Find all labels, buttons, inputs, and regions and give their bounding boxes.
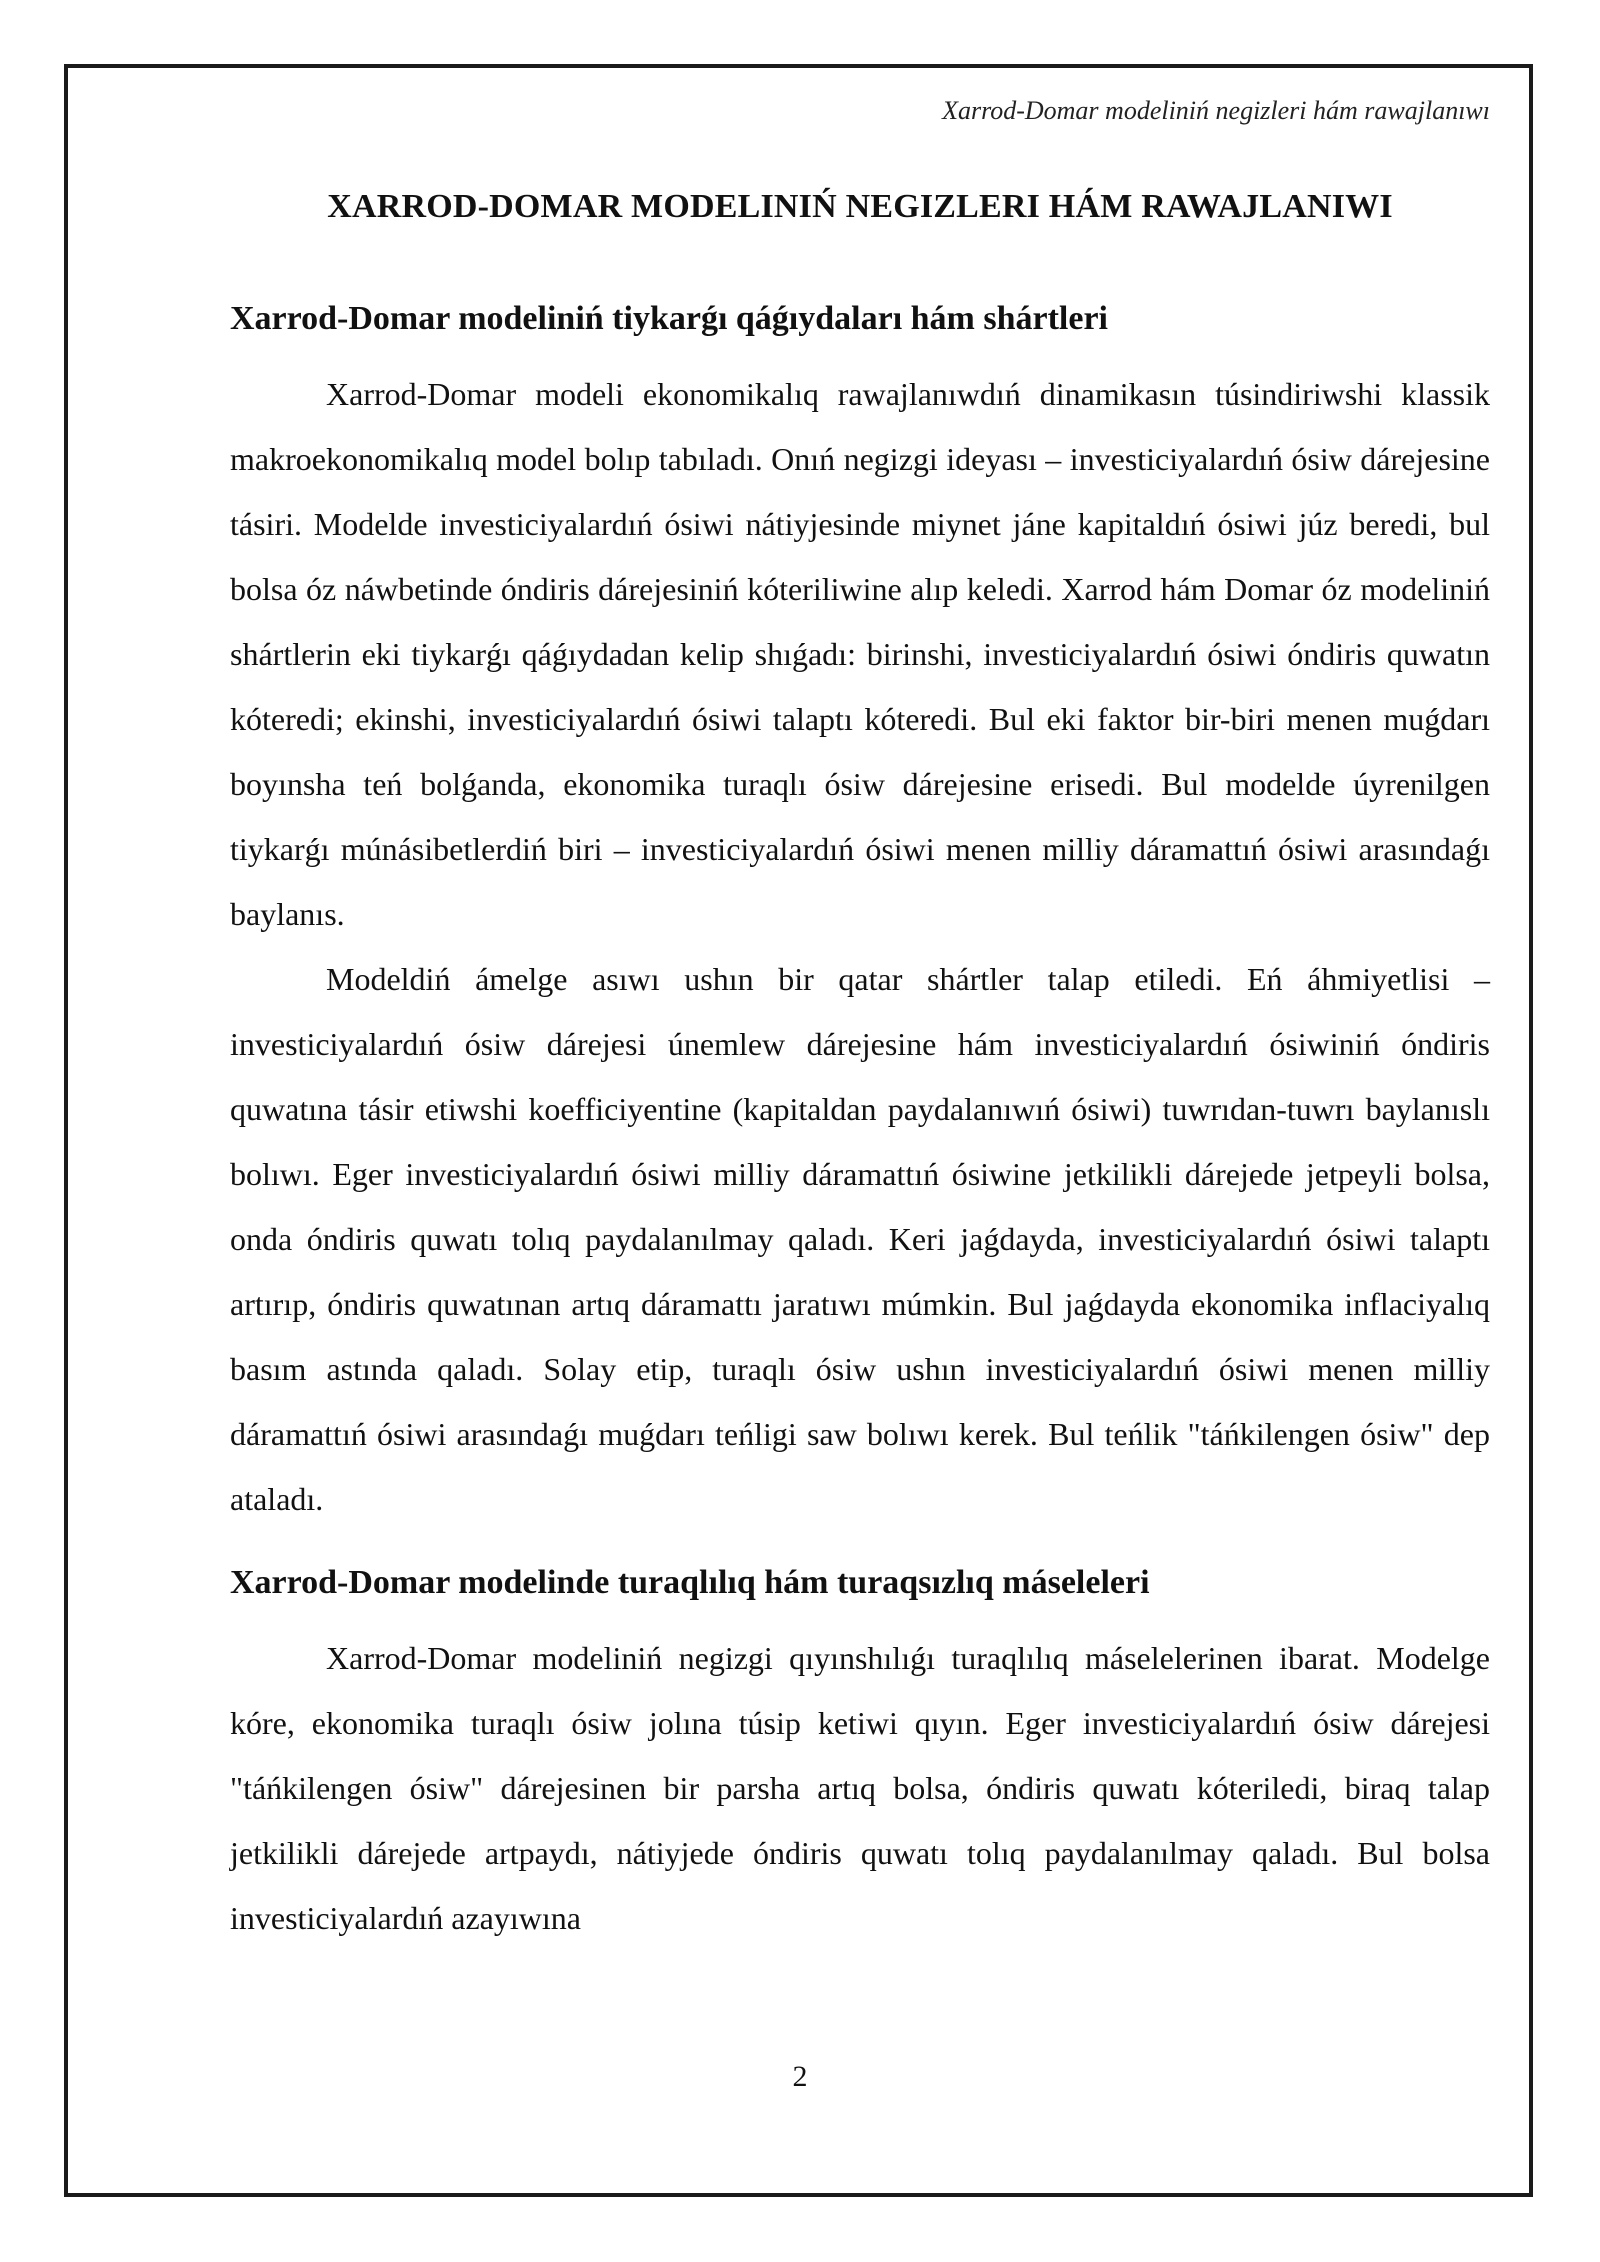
section-heading: Xarrod-Domar modelinde turaqlılıq hám turaqsızlıq máseleleri bbox=[230, 1564, 1150, 1601]
document-title: XARROD-DOMAR MODELINIŃ NEGIZLERI HÁM RAWAJLANIWI bbox=[327, 188, 1393, 225]
section-2 bbox=[230, 1564, 1490, 1951]
paragraph: Xarrod-Domar modeliniń negizgi qıyınshılıǵı turaqlılıq máselelerinen ibarat. Modelge kóre, ekonomika turaqlı ósiw jolına túsip ketiwi qıyın. Eger investiciyalardıń ósiw dárejesi "táńkilengen ósiw" dárejesinen bir parsha artıq bolsa, óndiris quwatı kóteriledi, biraq talap jetkilikli dárejede artpaydı, nátiyjede óndiris quwatı tolıq paydalanılmay qaladı. Bul bolsa investiciyalardıń azayıwına bbox=[230, 1640, 1490, 1936]
page-number: 2 bbox=[792, 2060, 808, 2093]
paragraph: Modeldiń ámelge asıwı ushın bir qatar shártler talap etiledi. Eń áhmiyetlisi – investiciyalardıń ósiw dárejesi únemlew dárejesine hám investiciyalardıń ósiwiniń óndiris quwatına tásir etiwshi koefficiyentine (kapitaldan paydalanıwıń ósiwi) tuwrıdan-tuwrı baylanıslı bolıwı. Eger investiciyalardıń ósiwi milliy dáramattıń ósiwine jetkilikli dárejede jetpeyli bolsa, onda óndiris quwatı tolıq paydalanılmay qaladı. Keri jaǵdayda, investiciyalardıń ósiwi talaptı artırıp, óndiris quwatınan artıq dáramattı jaratıwı múmkin. Bul jaǵdayda ekonomika inflaciyalıq basım astında qaladı. Solay etip, turaqlı ósiw ushın investiciyalardıń ósiwi menen milliy dáramattıń ósiwi arasındaǵı muǵdarı teńligi saw bolıwı kerek. Bul teńlik "táńkilengen ósiw" dep ataladı. bbox=[230, 961, 1490, 1517]
document-body bbox=[230, 188, 1490, 1951]
section-heading: Xarrod-Domar modeliniń tiykarǵı qáǵıydaları hám shártleri bbox=[230, 300, 1109, 337]
paragraph: Xarrod-Domar modeli ekonomikalıq rawajlanıwdıń dinamikasın túsindiriwshi klassik makroekonomikalıq model bolıp tabıladı. Onıń negizgi ideyası – investiciyalardıń ósiw dárejesine tásiri. Modelde investiciyalardıń ósiwi nátiyjesinde miynet jáne kapitaldıń ósiwi júz beredi, bul bolsa óz náwbetinde óndiris dárejesiniń kóteriliwine alıp keledi. Xarrod hám Domar óz modeliniń shártlerin eki tiykarǵı qáǵıydadan kelip shıǵadı: birinshi, investiciyalardıń ósiwi óndiris quwatın kóteredi; ekinshi, investiciyalardıń ósiwi talaptı kóteredi. Bul eki faktor bir-biri menen muǵdarı boyınsha teń bolǵanda, ekonomika turaqlı ósiw dárejesine erisedi. Bul modelde úyrenilgen tiykarǵı múnásibetlerdiń biri – investiciyalardıń ósiwi menen milliy dáramattıń ósiwi arasındaǵı baylanıs. bbox=[230, 376, 1490, 932]
section-1 bbox=[230, 300, 1490, 1532]
running-header: Xarrod-Domar modeliniń negizleri hám rawajlanıwı bbox=[942, 96, 1490, 125]
